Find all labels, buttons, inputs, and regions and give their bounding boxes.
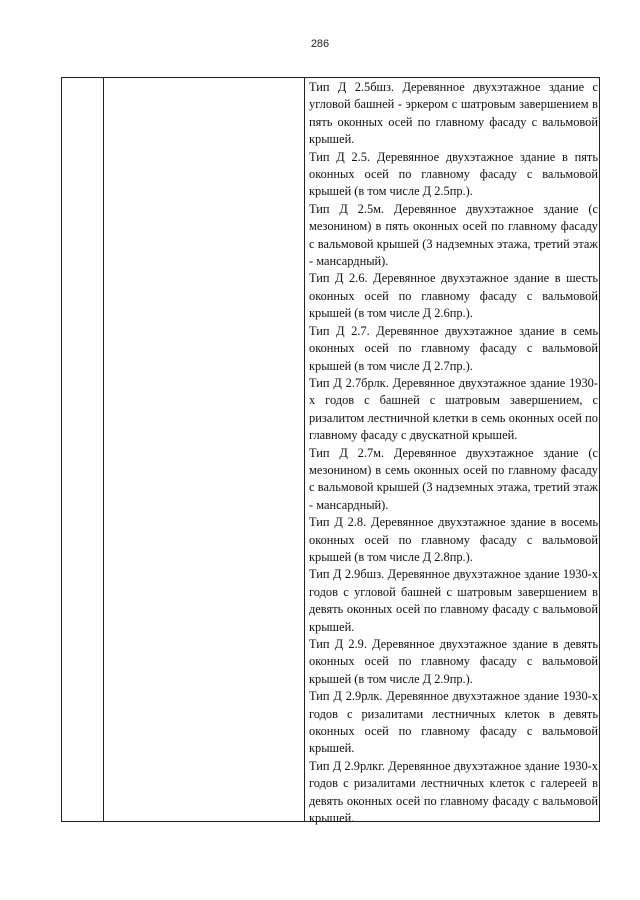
page-number: 286 bbox=[310, 38, 330, 50]
type-entry: Тип Д 2.9. Деревянное двухэтажное здание в девять оконных осей по главному фасаду с вальмовой крышей (в том числе Д 2.9пр.). bbox=[309, 637, 598, 686]
type-entry: Тип Д 2.8. Деревянное двухэтажное здание в восемь оконных осей по главному фасаду с вальмовой крышей (в том числе Д 2.8пр.). bbox=[309, 515, 598, 564]
type-entry: Тип Д 2.9рлк. Деревянное двухэтажное здание 1930-х годов с ризалитами лестничных клеток в девять оконных осей по главному фасаду с вальмовой крышей. bbox=[309, 689, 598, 756]
table-cell-description bbox=[309, 79, 598, 827]
type-entry: Тип Д 2.5м. Деревянное двухэтажное здание (с мезонином) в пять оконных осей по главному фасаду с вальмовой крышей (3 надземных этажа, третий этаж - мансардный). bbox=[309, 201, 598, 269]
column-divider bbox=[304, 78, 305, 821]
type-entry: Тип Д 2.9бшз. Деревянное двухэтажное здание 1930-х годов с угловой башней с шатровым завершением в девять оконных осей по главному фасаду с вальмовой крышей. bbox=[309, 567, 598, 634]
document-table bbox=[61, 77, 600, 826]
type-entry: Тип Д 2.9рлкг. Деревянное двухэтажное здание 1930-х годов с ризалитами лестничных клеток с галереей в девять оконных осей по главному фасаду с вальмовой крышей. bbox=[309, 758, 598, 826]
type-entry: Тип Д 2.5бшз. Деревянное двухэтажное здание с угловой башней - эркером с шатровым завершением в пять оконных осей по главному фасаду с вальмовой крышей. bbox=[309, 80, 598, 147]
type-entry: Тип Д 2.7брлк. Деревянное двухэтажное здание 1930-х годов с башней с шатровым завершением, с ризалитом лестничной клетки в семь оконных осей по главному фасаду с двускатной крышей. bbox=[309, 375, 598, 443]
type-entry: Тип Д 2.5. Деревянное двухэтажное здание в пять оконных осей по главному фасаду с вальмовой крышей (в том числе Д 2.5пр.). bbox=[309, 149, 598, 199]
column-divider bbox=[103, 78, 104, 821]
type-entry: Тип Д 2.7. Деревянное двухэтажное здание в семь оконных осей по главному фасаду с вальмовой крышей (в том числе Д 2.7пр.). bbox=[309, 323, 598, 373]
type-entry: Тип Д 2.7м. Деревянное двухэтажное здание (с мезонином) в семь оконных осей по главному фасаду с вальмовой крышей (3 надземных этажа, третий этаж - мансардный). bbox=[309, 445, 598, 512]
type-entry: Тип Д 2.6. Деревянное двухэтажное здание в шесть оконных осей по главному фасаду с вальмовой крышей (в том числе Д 2.6пр.). bbox=[309, 271, 598, 321]
